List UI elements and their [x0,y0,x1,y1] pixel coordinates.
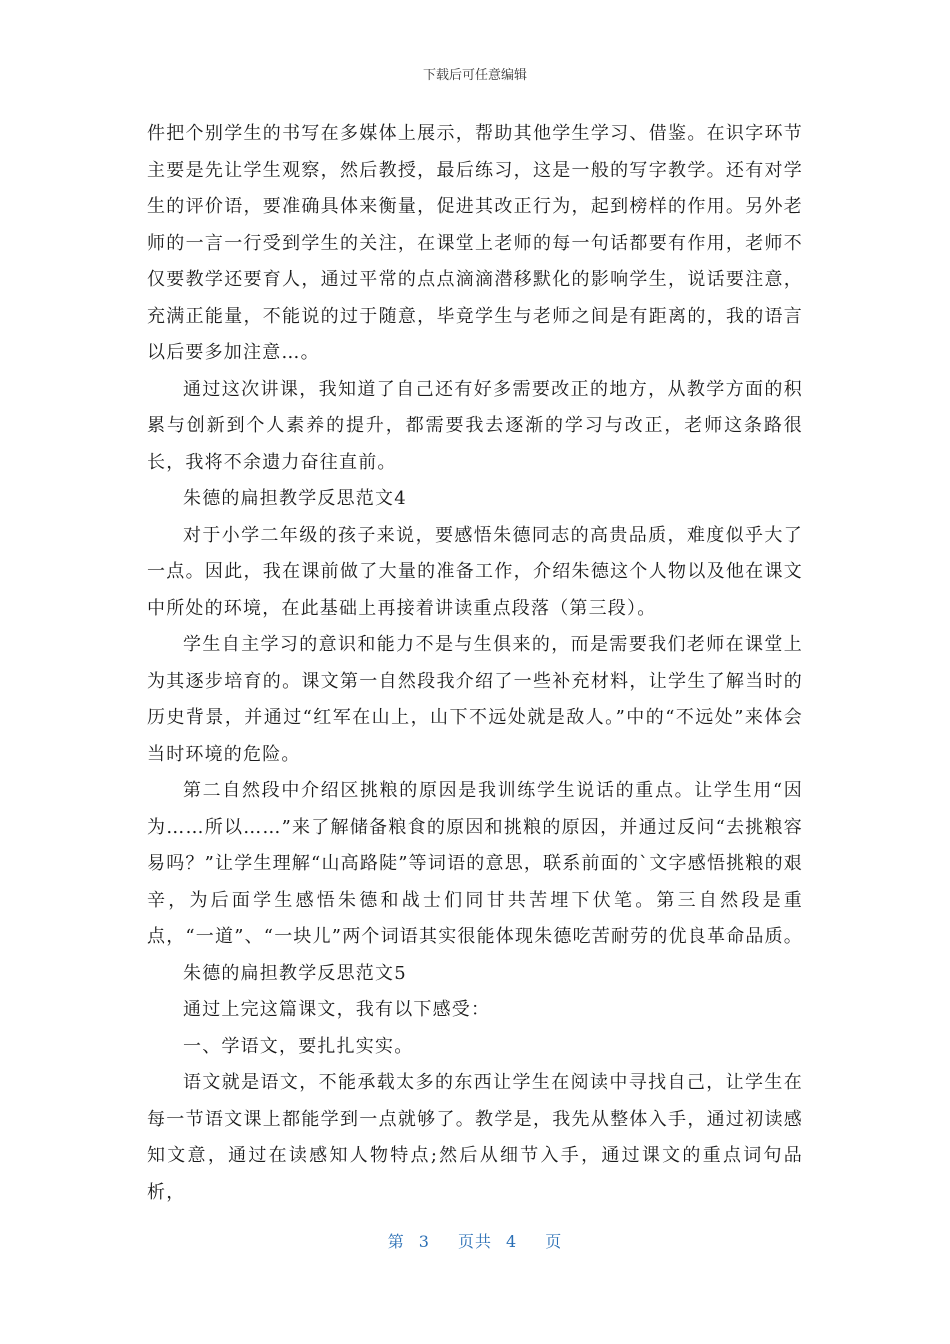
footer-total-pages: 4 [506,1232,518,1251]
section-heading-4: 朱德的扁担教学反思范文4 [183,488,407,509]
footer-prefix: 第 [387,1232,405,1251]
paragraph-4: 学生自主学习的意识和能力不是与生俱来的，而是需要我们老师在课堂上为其逐步培育的。课文第一自然段我介绍了一些补充材料，让学生了解当时的历史背景，并通过“红军在山上，山下不远处就是敌人。”中的“不远处”来体会当时环境的危险。 [147,634,803,765]
paragraph-3: 对于小学二年级的孩子来说，要感悟朱德同志的高贵品质，难度似乎大了一点。因此，我在课前做了大量的准备工作，介绍朱德这个人物以及他在课文中所处的环境，在此基础上再接着讲读重点段落（第三段）。 [147,524,803,619]
paragraph-5: 第二自然段中介绍区挑粮的原因是我训练学生说话的重点。让学生用“因为……所以……”来了解储备粮食的原因和挑粮的原因，并通过反问“去挑粮容易吗？”让学生理解“山高路陡”等词语的意思，联系前面的`文字感悟挑粮的艰辛，为后面学生感悟朱德和战士们同甘共苦埋下伏笔。第三自然段是重点，“一道”、“一块儿”两个词语其实很能体现朱德吃苦耐劳的优良革命品质。 [147,780,804,947]
paragraph-2: 通过这次讲课，我知道了自己还有好多需要改正的地方，从教学方面的积累与创新到个人素养的提升，都需要我去逐渐的学习与改正，老师这条路很长，我将不余遗力奋往直前。 [147,378,803,473]
footer-suffix: 页 [545,1232,563,1251]
paragraph-1: 件把个别学生的书写在多媒体上展示，帮助其他学生学习、借鉴。在识字环节主要是先让学生观察，然后教授，最后练习，这是一般的写字教学。还有对学生的评价语，要准确具体来衡量，促进其改正行为，起到榜样的作用。另外老师的一言一行受到学生的关注，在课堂上老师的每一句话都要有作用，老师不仅要教学还要育人，通过平常的点点滴滴潜移默化的影响学生，说话要注意，充满正能量，不能说的过于随意，毕竟学生与老师之间是有距离的，我的语言以后要多加注意…。 [147,123,803,363]
page-header: 下载后可任意编辑 [422,68,527,83]
section-heading-5: 朱德的扁担教学反思范文5 [183,962,407,984]
page-footer [0,1229,950,1252]
footer-middle: 页共 [457,1232,492,1251]
paragraph-8: 语文就是语文，不能承载太多的东西让学生在阅读中寻找自己，让学生在每一节语文课上都能学到一点就够了。教学是，我先从整体入手，通过初读感知文意，通过在读感知人物特点;然后从细节入手，通过课文的重点词句品析， [147,1072,803,1203]
footer-current-page: 3 [418,1232,430,1251]
document-body [147,116,803,1211]
paragraph-6: 通过上完这篇课文，我有以下感受： [183,999,491,1020]
paragraph-7: 一、学语文，要扎扎实实。 [183,1035,414,1057]
